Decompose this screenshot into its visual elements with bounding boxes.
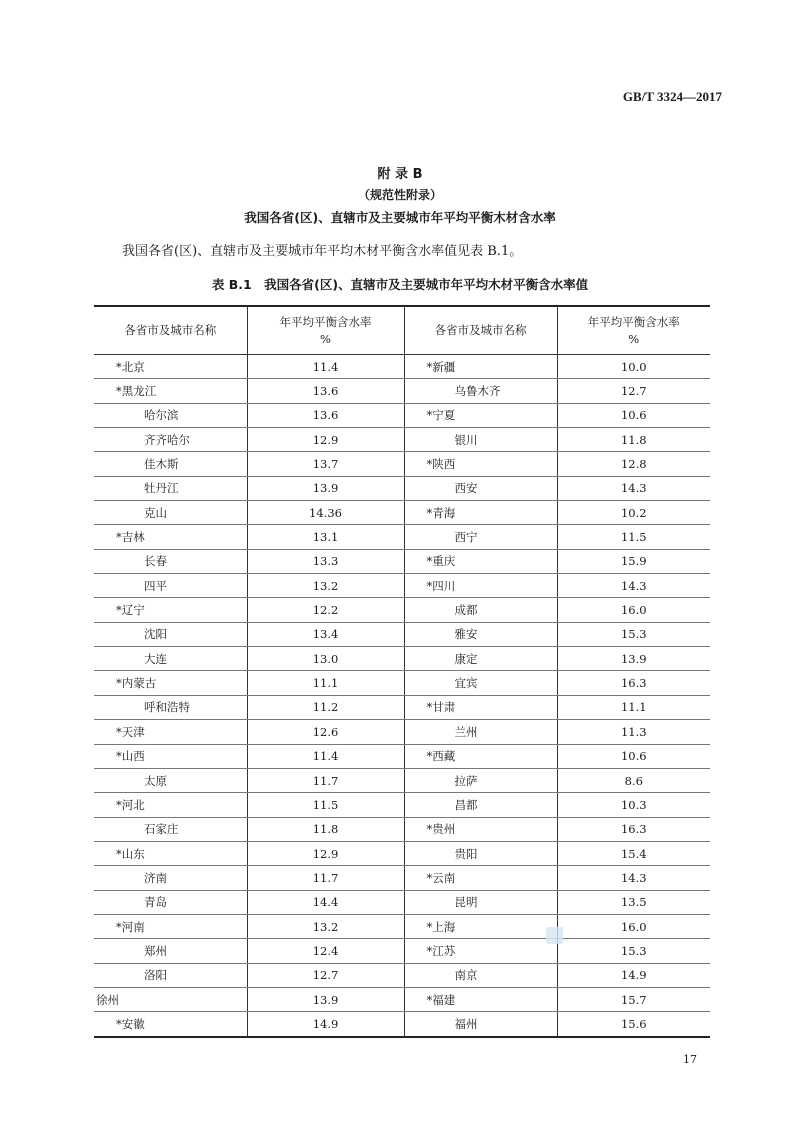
left-moisture-value: 11.1 [247, 671, 404, 695]
table-row [94, 890, 710, 914]
table-row [94, 939, 710, 963]
table-row [94, 720, 710, 744]
left-moisture-value: 12.7 [247, 963, 404, 987]
table-row [94, 428, 710, 452]
left-region-name: *天津 [94, 720, 247, 744]
right-region-name: *上海 [404, 914, 557, 938]
table-row [94, 501, 710, 525]
right-region-name: 雅安 [404, 622, 557, 646]
table-row [94, 793, 710, 817]
left-region-name: *黑龙江 [94, 379, 247, 403]
table-row [94, 355, 710, 379]
table-row [94, 914, 710, 938]
right-region-name: 拉萨 [404, 768, 557, 792]
table-caption: 表 B.1 我国各省(区)、直辖市及主要城市年平均木材平衡含水率值 [211, 277, 589, 292]
table-row [94, 574, 710, 598]
header-value-left [247, 306, 404, 355]
right-region-name: *四川 [404, 574, 557, 598]
left-region-name: 大连 [94, 647, 247, 671]
left-region-name: 牡丹江 [94, 476, 247, 500]
left-moisture-value: 11.7 [247, 768, 404, 792]
right-moisture-value: 15.7 [557, 987, 710, 1011]
left-moisture-value: 13.7 [247, 452, 404, 476]
table-row [94, 817, 710, 841]
table-row [94, 866, 710, 890]
appendix-title: 附 录 B [377, 167, 423, 182]
table-row [94, 695, 710, 719]
right-region-name: 昌都 [404, 793, 557, 817]
table-row [94, 622, 710, 646]
table-row [94, 452, 710, 476]
standard-code: GB/T 3324—2017 [622, 89, 722, 104]
left-moisture-value: 12.4 [247, 939, 404, 963]
left-moisture-value: 13.9 [247, 987, 404, 1011]
table-row [94, 476, 710, 500]
left-region-name: 克山 [94, 501, 247, 525]
header-name-right: 各省市及城市名称 [404, 306, 557, 355]
left-region-name: *河北 [94, 793, 247, 817]
left-moisture-value: 11.5 [247, 793, 404, 817]
right-region-name: *陕西 [404, 452, 557, 476]
left-region-name: 太原 [94, 768, 247, 792]
right-region-name: *新疆 [404, 355, 557, 379]
right-moisture-value: 11.5 [557, 525, 710, 549]
left-moisture-value: 12.2 [247, 598, 404, 622]
left-moisture-value: 13.9 [247, 476, 404, 500]
header-unit: % [320, 331, 331, 346]
left-moisture-value: 14.36 [247, 501, 404, 525]
watermark-mark [546, 927, 563, 944]
right-region-name: *贵州 [404, 817, 557, 841]
right-moisture-value: 10.0 [557, 355, 710, 379]
page-number: 17 [683, 1053, 697, 1066]
left-moisture-value: 11.4 [247, 744, 404, 768]
right-region-name: *甘肃 [404, 695, 557, 719]
right-region-name: 银川 [404, 428, 557, 452]
right-moisture-value: 16.3 [557, 671, 710, 695]
left-moisture-value: 13.1 [247, 525, 404, 549]
left-moisture-value: 12.9 [247, 841, 404, 865]
right-region-name: 福州 [404, 1012, 557, 1037]
left-region-name: 长春 [94, 549, 247, 573]
right-moisture-value: 14.9 [557, 963, 710, 987]
right-moisture-value: 14.3 [557, 574, 710, 598]
left-moisture-value: 13.2 [247, 574, 404, 598]
table-row [94, 987, 710, 1011]
left-moisture-value: 12.9 [247, 428, 404, 452]
left-region-name: 洛阳 [94, 963, 247, 987]
left-moisture-value: 13.6 [247, 403, 404, 427]
right-moisture-value: 15.3 [557, 939, 710, 963]
right-region-name: 康定 [404, 647, 557, 671]
left-moisture-value: 14.9 [247, 1012, 404, 1037]
left-region-name: *吉林 [94, 525, 247, 549]
table-row [94, 768, 710, 792]
right-moisture-value: 11.8 [557, 428, 710, 452]
right-region-name: *云南 [404, 866, 557, 890]
left-region-name: 呼和浩特 [94, 695, 247, 719]
header-unit: % [628, 331, 640, 346]
left-region-name: *山东 [94, 841, 247, 865]
moisture-content-table [94, 305, 710, 1038]
right-moisture-value: 11.1 [557, 695, 710, 719]
right-region-name: 乌鲁木齐 [404, 379, 557, 403]
left-moisture-value: 13.3 [247, 549, 404, 573]
table-row [94, 379, 710, 403]
right-moisture-value: 15.6 [557, 1012, 710, 1037]
left-region-name: *安徽 [94, 1012, 247, 1037]
left-region-name: *辽宁 [94, 598, 247, 622]
left-region-name: 齐齐哈尔 [94, 428, 247, 452]
left-moisture-value: 13.2 [247, 914, 404, 938]
right-moisture-value: 12.8 [557, 452, 710, 476]
left-moisture-value: 13.4 [247, 622, 404, 646]
header-value-label: 年平均平衡含水率 [587, 314, 680, 329]
right-moisture-value: 10.6 [557, 744, 710, 768]
left-moisture-value: 11.8 [247, 817, 404, 841]
header-value-label: 年平均平衡含水率 [279, 314, 372, 329]
left-region-name: 佳木斯 [94, 452, 247, 476]
left-moisture-value: 11.7 [247, 866, 404, 890]
right-moisture-value: 15.4 [557, 841, 710, 865]
left-region-name: 哈尔滨 [94, 403, 247, 427]
right-region-name: *福建 [404, 987, 557, 1011]
right-region-name: *宁夏 [404, 403, 557, 427]
right-region-name: 南京 [404, 963, 557, 987]
left-moisture-value: 11.4 [247, 355, 404, 379]
intro-paragraph: 我国各省(区)、直辖市及主要城市年平均木材平衡含水率值见表 B.1。 [122, 244, 523, 259]
right-moisture-value: 8.6 [557, 768, 710, 792]
table-row [94, 744, 710, 768]
right-moisture-value: 15.3 [557, 622, 710, 646]
left-moisture-value: 12.6 [247, 720, 404, 744]
right-moisture-value: 13.5 [557, 890, 710, 914]
left-region-name: 沈阳 [94, 622, 247, 646]
left-region-name: 石家庄 [94, 817, 247, 841]
right-region-name: *重庆 [404, 549, 557, 573]
left-region-name: *河南 [94, 914, 247, 938]
table-row [94, 671, 710, 695]
right-moisture-value: 16.0 [557, 914, 710, 938]
table-body [94, 355, 710, 1037]
left-region-name: *山西 [94, 744, 247, 768]
table-row [94, 963, 710, 987]
right-moisture-value: 10.2 [557, 501, 710, 525]
table-row [94, 1012, 710, 1037]
left-region-name: *北京 [94, 355, 247, 379]
right-moisture-value: 14.3 [557, 866, 710, 890]
table-row [94, 598, 710, 622]
right-moisture-value: 13.9 [557, 647, 710, 671]
table-row [94, 549, 710, 573]
appendix-type: （规范性附录） [357, 188, 442, 202]
table-header-row [94, 306, 710, 355]
left-moisture-value: 13.0 [247, 647, 404, 671]
right-moisture-value: 15.9 [557, 549, 710, 573]
right-region-name: 西宁 [404, 525, 557, 549]
right-region-name: *青海 [404, 501, 557, 525]
right-region-name: *江苏 [404, 939, 557, 963]
header-name-left: 各省市及城市名称 [94, 306, 247, 355]
right-moisture-value: 16.0 [557, 598, 710, 622]
right-region-name: 兰州 [404, 720, 557, 744]
left-region-name: 徐州 [94, 987, 247, 1011]
left-region-name: *内蒙古 [94, 671, 247, 695]
right-region-name: 昆明 [404, 890, 557, 914]
left-region-name: 济南 [94, 866, 247, 890]
table-row [94, 647, 710, 671]
right-moisture-value: 12.7 [557, 379, 710, 403]
right-moisture-value: 10.6 [557, 403, 710, 427]
appendix-name: 我国各省(区)、直辖市及主要城市年平均平衡木材含水率 [244, 210, 556, 225]
right-region-name: 宜宾 [404, 671, 557, 695]
left-moisture-value: 11.2 [247, 695, 404, 719]
left-moisture-value: 14.4 [247, 890, 404, 914]
table-row [94, 841, 710, 865]
table-row [94, 525, 710, 549]
right-region-name: 贵阳 [404, 841, 557, 865]
table-row [94, 403, 710, 427]
right-region-name: 西安 [404, 476, 557, 500]
right-moisture-value: 14.3 [557, 476, 710, 500]
left-region-name: 郑州 [94, 939, 247, 963]
right-region-name: *西藏 [404, 744, 557, 768]
left-moisture-value: 13.6 [247, 379, 404, 403]
right-moisture-value: 11.3 [557, 720, 710, 744]
left-region-name: 青岛 [94, 890, 247, 914]
right-moisture-value: 10.3 [557, 793, 710, 817]
header-value-right [557, 306, 710, 355]
left-region-name: 四平 [94, 574, 247, 598]
right-moisture-value: 16.3 [557, 817, 710, 841]
right-region-name: 成都 [404, 598, 557, 622]
